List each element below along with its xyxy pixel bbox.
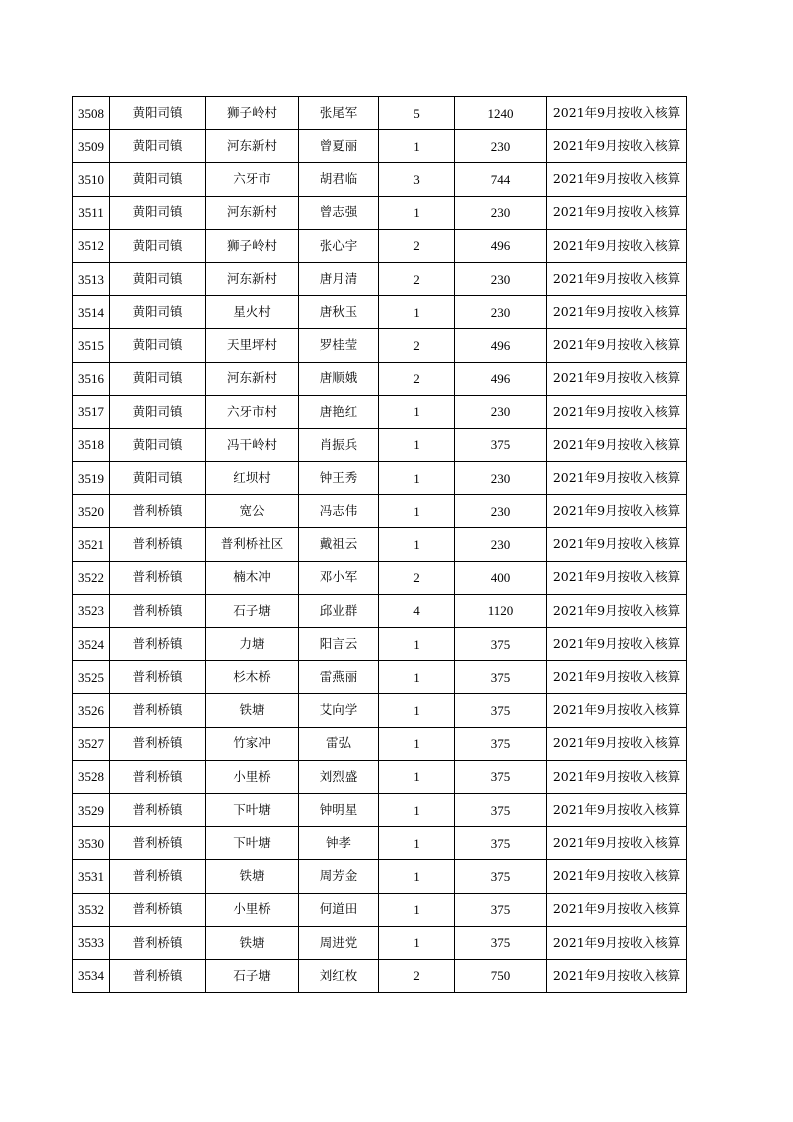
cell-count: 1 bbox=[379, 926, 455, 959]
cell-count: 2 bbox=[379, 229, 455, 262]
cell-name: 张心宇 bbox=[299, 229, 379, 262]
cell-name: 钟孝 bbox=[299, 827, 379, 860]
cell-count: 1 bbox=[379, 395, 455, 428]
cell-count: 1 bbox=[379, 793, 455, 826]
cell-town: 普利桥镇 bbox=[110, 959, 206, 992]
cell-count: 1 bbox=[379, 495, 455, 528]
records-table bbox=[72, 96, 687, 993]
cell-village: 铁塘 bbox=[206, 694, 299, 727]
cell-note: 2021年9月按收入核算 bbox=[547, 594, 687, 627]
cell-town: 普利桥镇 bbox=[110, 495, 206, 528]
cell-village: 河东新村 bbox=[206, 262, 299, 295]
cell-amount: 375 bbox=[455, 428, 547, 461]
table-row bbox=[73, 594, 687, 627]
cell-name: 周进党 bbox=[299, 926, 379, 959]
cell-village: 普利桥社区 bbox=[206, 528, 299, 561]
cell-name: 唐秋玉 bbox=[299, 296, 379, 329]
cell-amount: 750 bbox=[455, 959, 547, 992]
table-row bbox=[73, 97, 687, 130]
table-row bbox=[73, 628, 687, 661]
table-row bbox=[73, 462, 687, 495]
cell-id: 3514 bbox=[73, 296, 110, 329]
cell-village: 河东新村 bbox=[206, 362, 299, 395]
cell-village: 冯干岭村 bbox=[206, 428, 299, 461]
cell-amount: 1240 bbox=[455, 97, 547, 130]
cell-count: 2 bbox=[379, 329, 455, 362]
cell-count: 2 bbox=[379, 362, 455, 395]
table-row bbox=[73, 362, 687, 395]
table-row bbox=[73, 528, 687, 561]
cell-note: 2021年9月按收入核算 bbox=[547, 860, 687, 893]
cell-name: 刘红枚 bbox=[299, 959, 379, 992]
table-row bbox=[73, 163, 687, 196]
cell-count: 1 bbox=[379, 893, 455, 926]
cell-amount: 375 bbox=[455, 661, 547, 694]
table-row bbox=[73, 130, 687, 163]
cell-name: 胡君临 bbox=[299, 163, 379, 196]
cell-id: 3509 bbox=[73, 130, 110, 163]
cell-count: 1 bbox=[379, 727, 455, 760]
cell-note: 2021年9月按收入核算 bbox=[547, 793, 687, 826]
cell-name: 曾夏丽 bbox=[299, 130, 379, 163]
cell-id: 3530 bbox=[73, 827, 110, 860]
cell-town: 普利桥镇 bbox=[110, 694, 206, 727]
cell-village: 石子塘 bbox=[206, 594, 299, 627]
cell-id: 3516 bbox=[73, 362, 110, 395]
table-row bbox=[73, 395, 687, 428]
table-row bbox=[73, 329, 687, 362]
cell-id: 3533 bbox=[73, 926, 110, 959]
cell-id: 3523 bbox=[73, 594, 110, 627]
cell-count: 3 bbox=[379, 163, 455, 196]
cell-note: 2021年9月按收入核算 bbox=[547, 528, 687, 561]
cell-name: 罗桂莹 bbox=[299, 329, 379, 362]
cell-note: 2021年9月按收入核算 bbox=[547, 97, 687, 130]
table-row bbox=[73, 959, 687, 992]
cell-town: 普利桥镇 bbox=[110, 594, 206, 627]
table-row bbox=[73, 694, 687, 727]
cell-count: 5 bbox=[379, 97, 455, 130]
cell-village: 下叶塘 bbox=[206, 793, 299, 826]
cell-id: 3520 bbox=[73, 495, 110, 528]
cell-village: 小里桥 bbox=[206, 893, 299, 926]
cell-town: 黄阳司镇 bbox=[110, 296, 206, 329]
cell-amount: 375 bbox=[455, 860, 547, 893]
cell-town: 黄阳司镇 bbox=[110, 196, 206, 229]
cell-town: 普利桥镇 bbox=[110, 860, 206, 893]
cell-amount: 375 bbox=[455, 827, 547, 860]
cell-village: 竹家冲 bbox=[206, 727, 299, 760]
cell-name: 张尾军 bbox=[299, 97, 379, 130]
cell-note: 2021年9月按收入核算 bbox=[547, 561, 687, 594]
cell-note: 2021年9月按收入核算 bbox=[547, 926, 687, 959]
cell-town: 黄阳司镇 bbox=[110, 362, 206, 395]
cell-name: 戴祖云 bbox=[299, 528, 379, 561]
cell-town: 黄阳司镇 bbox=[110, 262, 206, 295]
cell-town: 普利桥镇 bbox=[110, 827, 206, 860]
cell-name: 钟王秀 bbox=[299, 462, 379, 495]
cell-id: 3510 bbox=[73, 163, 110, 196]
cell-id: 3515 bbox=[73, 329, 110, 362]
cell-town: 黄阳司镇 bbox=[110, 462, 206, 495]
cell-note: 2021年9月按收入核算 bbox=[547, 163, 687, 196]
cell-town: 普利桥镇 bbox=[110, 628, 206, 661]
cell-name: 唐月清 bbox=[299, 262, 379, 295]
cell-village: 楠木冲 bbox=[206, 561, 299, 594]
cell-note: 2021年9月按收入核算 bbox=[547, 727, 687, 760]
cell-town: 普利桥镇 bbox=[110, 528, 206, 561]
cell-note: 2021年9月按收入核算 bbox=[547, 827, 687, 860]
cell-amount: 230 bbox=[455, 528, 547, 561]
cell-amount: 496 bbox=[455, 229, 547, 262]
cell-village: 小里桥 bbox=[206, 760, 299, 793]
cell-name: 艾向学 bbox=[299, 694, 379, 727]
cell-amount: 1120 bbox=[455, 594, 547, 627]
cell-name: 雷燕丽 bbox=[299, 661, 379, 694]
cell-count: 1 bbox=[379, 130, 455, 163]
cell-amount: 375 bbox=[455, 893, 547, 926]
cell-note: 2021年9月按收入核算 bbox=[547, 893, 687, 926]
cell-id: 3527 bbox=[73, 727, 110, 760]
table-row bbox=[73, 428, 687, 461]
cell-count: 1 bbox=[379, 628, 455, 661]
cell-count: 1 bbox=[379, 428, 455, 461]
cell-village: 狮子岭村 bbox=[206, 229, 299, 262]
table-row bbox=[73, 262, 687, 295]
cell-note: 2021年9月按收入核算 bbox=[547, 229, 687, 262]
cell-amount: 230 bbox=[455, 462, 547, 495]
records-table-body bbox=[73, 97, 687, 993]
table-row bbox=[73, 561, 687, 594]
cell-count: 4 bbox=[379, 594, 455, 627]
cell-town: 黄阳司镇 bbox=[110, 428, 206, 461]
cell-id: 3526 bbox=[73, 694, 110, 727]
cell-town: 普利桥镇 bbox=[110, 893, 206, 926]
cell-id: 3522 bbox=[73, 561, 110, 594]
table-row bbox=[73, 661, 687, 694]
cell-village: 河东新村 bbox=[206, 130, 299, 163]
cell-town: 普利桥镇 bbox=[110, 793, 206, 826]
cell-amount: 375 bbox=[455, 793, 547, 826]
cell-count: 1 bbox=[379, 528, 455, 561]
cell-id: 3518 bbox=[73, 428, 110, 461]
cell-name: 阳言云 bbox=[299, 628, 379, 661]
table-row bbox=[73, 827, 687, 860]
cell-amount: 400 bbox=[455, 561, 547, 594]
cell-amount: 230 bbox=[455, 495, 547, 528]
cell-village: 铁塘 bbox=[206, 860, 299, 893]
cell-id: 3531 bbox=[73, 860, 110, 893]
cell-town: 普利桥镇 bbox=[110, 760, 206, 793]
cell-count: 1 bbox=[379, 860, 455, 893]
cell-id: 3525 bbox=[73, 661, 110, 694]
cell-village: 铁塘 bbox=[206, 926, 299, 959]
cell-village: 杉木桥 bbox=[206, 661, 299, 694]
cell-town: 黄阳司镇 bbox=[110, 130, 206, 163]
cell-count: 1 bbox=[379, 196, 455, 229]
cell-id: 3524 bbox=[73, 628, 110, 661]
cell-note: 2021年9月按收入核算 bbox=[547, 196, 687, 229]
cell-id: 3517 bbox=[73, 395, 110, 428]
cell-town: 黄阳司镇 bbox=[110, 395, 206, 428]
cell-name: 邱业群 bbox=[299, 594, 379, 627]
cell-id: 3519 bbox=[73, 462, 110, 495]
cell-id: 3529 bbox=[73, 793, 110, 826]
cell-town: 黄阳司镇 bbox=[110, 163, 206, 196]
cell-note: 2021年9月按收入核算 bbox=[547, 628, 687, 661]
table-row bbox=[73, 893, 687, 926]
cell-note: 2021年9月按收入核算 bbox=[547, 395, 687, 428]
cell-village: 宽公 bbox=[206, 495, 299, 528]
cell-name: 刘烈盛 bbox=[299, 760, 379, 793]
cell-village: 力塘 bbox=[206, 628, 299, 661]
cell-id: 3511 bbox=[73, 196, 110, 229]
cell-town: 黄阳司镇 bbox=[110, 97, 206, 130]
cell-count: 2 bbox=[379, 561, 455, 594]
cell-name: 曾志强 bbox=[299, 196, 379, 229]
table-row bbox=[73, 793, 687, 826]
cell-amount: 230 bbox=[455, 395, 547, 428]
cell-note: 2021年9月按收入核算 bbox=[547, 428, 687, 461]
table-row bbox=[73, 296, 687, 329]
cell-count: 1 bbox=[379, 296, 455, 329]
cell-note: 2021年9月按收入核算 bbox=[547, 262, 687, 295]
cell-id: 3512 bbox=[73, 229, 110, 262]
table-row bbox=[73, 760, 687, 793]
cell-name: 何道田 bbox=[299, 893, 379, 926]
cell-amount: 744 bbox=[455, 163, 547, 196]
table-row bbox=[73, 727, 687, 760]
cell-note: 2021年9月按收入核算 bbox=[547, 362, 687, 395]
cell-note: 2021年9月按收入核算 bbox=[547, 694, 687, 727]
cell-id: 3513 bbox=[73, 262, 110, 295]
table-row bbox=[73, 229, 687, 262]
cell-town: 黄阳司镇 bbox=[110, 329, 206, 362]
cell-amount: 230 bbox=[455, 196, 547, 229]
cell-note: 2021年9月按收入核算 bbox=[547, 661, 687, 694]
cell-count: 1 bbox=[379, 760, 455, 793]
cell-note: 2021年9月按收入核算 bbox=[547, 495, 687, 528]
cell-name: 唐艳红 bbox=[299, 395, 379, 428]
cell-amount: 375 bbox=[455, 760, 547, 793]
cell-amount: 375 bbox=[455, 926, 547, 959]
cell-amount: 496 bbox=[455, 329, 547, 362]
cell-count: 1 bbox=[379, 462, 455, 495]
cell-note: 2021年9月按收入核算 bbox=[547, 959, 687, 992]
table-row bbox=[73, 495, 687, 528]
cell-note: 2021年9月按收入核算 bbox=[547, 329, 687, 362]
cell-village: 石子塘 bbox=[206, 959, 299, 992]
cell-name: 冯志伟 bbox=[299, 495, 379, 528]
cell-name: 雷弘 bbox=[299, 727, 379, 760]
cell-village: 天里坪村 bbox=[206, 329, 299, 362]
cell-note: 2021年9月按收入核算 bbox=[547, 760, 687, 793]
cell-amount: 230 bbox=[455, 262, 547, 295]
cell-amount: 375 bbox=[455, 727, 547, 760]
cell-town: 黄阳司镇 bbox=[110, 229, 206, 262]
cell-name: 邓小军 bbox=[299, 561, 379, 594]
cell-id: 3534 bbox=[73, 959, 110, 992]
cell-village: 星火村 bbox=[206, 296, 299, 329]
cell-amount: 230 bbox=[455, 130, 547, 163]
cell-id: 3532 bbox=[73, 893, 110, 926]
cell-amount: 496 bbox=[455, 362, 547, 395]
cell-name: 周芳金 bbox=[299, 860, 379, 893]
cell-village: 六牙市 bbox=[206, 163, 299, 196]
cell-town: 普利桥镇 bbox=[110, 661, 206, 694]
table-row bbox=[73, 926, 687, 959]
table-row bbox=[73, 860, 687, 893]
cell-name: 肖振兵 bbox=[299, 428, 379, 461]
cell-id: 3508 bbox=[73, 97, 110, 130]
cell-count: 1 bbox=[379, 827, 455, 860]
cell-town: 普利桥镇 bbox=[110, 926, 206, 959]
table-row bbox=[73, 196, 687, 229]
cell-id: 3528 bbox=[73, 760, 110, 793]
cell-note: 2021年9月按收入核算 bbox=[547, 462, 687, 495]
cell-count: 1 bbox=[379, 661, 455, 694]
cell-village: 河东新村 bbox=[206, 196, 299, 229]
cell-name: 钟明星 bbox=[299, 793, 379, 826]
cell-village: 六牙市村 bbox=[206, 395, 299, 428]
cell-note: 2021年9月按收入核算 bbox=[547, 296, 687, 329]
cell-amount: 375 bbox=[455, 628, 547, 661]
cell-count: 1 bbox=[379, 694, 455, 727]
cell-id: 3521 bbox=[73, 528, 110, 561]
cell-village: 狮子岭村 bbox=[206, 97, 299, 130]
cell-amount: 230 bbox=[455, 296, 547, 329]
cell-count: 2 bbox=[379, 262, 455, 295]
cell-count: 2 bbox=[379, 959, 455, 992]
cell-town: 普利桥镇 bbox=[110, 561, 206, 594]
cell-amount: 375 bbox=[455, 694, 547, 727]
cell-town: 普利桥镇 bbox=[110, 727, 206, 760]
cell-name: 唐顺娥 bbox=[299, 362, 379, 395]
cell-village: 红坝村 bbox=[206, 462, 299, 495]
cell-village: 下叶塘 bbox=[206, 827, 299, 860]
cell-note: 2021年9月按收入核算 bbox=[547, 130, 687, 163]
